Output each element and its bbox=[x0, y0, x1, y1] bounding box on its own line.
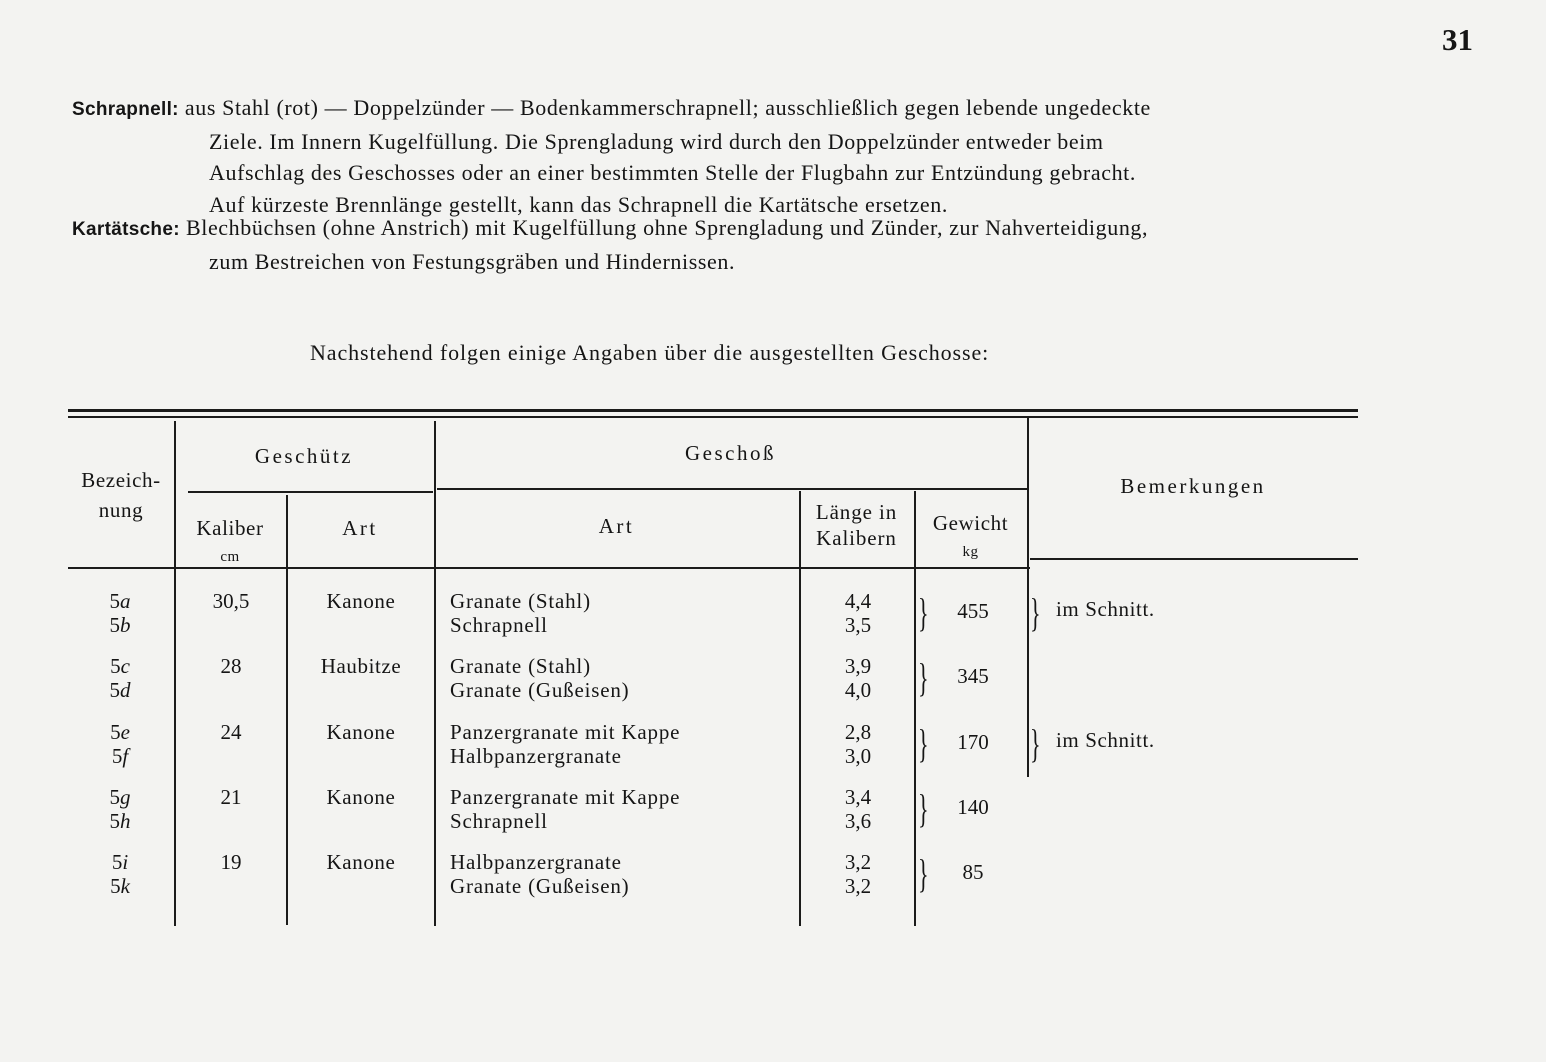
gewicht: 455 bbox=[957, 599, 989, 623]
geschoss-art: Halbpanzergranate Granate (Gußeisen) bbox=[450, 850, 630, 898]
header-gewicht-unit: kg bbox=[962, 544, 979, 560]
table-top-rule bbox=[68, 416, 1358, 418]
bezeichnung: 5i 5k bbox=[110, 850, 130, 898]
definition-line: aus Stahl (rot) — Doppelzünder — Bodenkammerschrapnell; ausschließlich gegen lebende ungedeckte bbox=[184, 95, 1151, 120]
laenge: 4,4 3,5 bbox=[844, 589, 872, 637]
laenge: 3,2 3,2 bbox=[844, 850, 872, 898]
header-bezeichnung: Bezeich- nung bbox=[81, 468, 161, 522]
kaliber: 24 bbox=[220, 720, 242, 744]
header-geschoss: Geschoß bbox=[685, 441, 776, 465]
header-laenge: Länge in Kalibern bbox=[815, 500, 898, 550]
geschuetz-art: Kanone bbox=[326, 785, 396, 809]
table-row bbox=[68, 589, 1360, 649]
geschuetz-art: Haubitze bbox=[320, 654, 402, 678]
term-schrapnell: Schrapnell: bbox=[72, 99, 179, 120]
bezeichnung: 5a 5b bbox=[109, 589, 131, 637]
geschuetz-art: Kanone bbox=[326, 589, 396, 613]
bezeichnung: 5c 5d bbox=[109, 654, 131, 702]
brace-icon: } bbox=[918, 655, 929, 700]
header-divider bbox=[437, 488, 1028, 490]
header-bemerkungen: Bemerkungen bbox=[1120, 474, 1266, 498]
kaliber: 30,5 bbox=[212, 589, 250, 613]
header-gewicht: Gewicht bbox=[932, 511, 1009, 535]
geschoss-art: Granate (Stahl) Schrapnell bbox=[450, 589, 591, 637]
brace-icon: } bbox=[1030, 721, 1041, 766]
geschoss-art: Panzergranate mit Kappe Schrapnell bbox=[450, 785, 681, 833]
geschuetz-art: Kanone bbox=[326, 720, 396, 744]
geschoss-art: Panzergranate mit Kappe Halbpanzergranate bbox=[450, 720, 681, 768]
geschoss-art: Granate (Stahl) Granate (Gußeisen) bbox=[450, 654, 630, 702]
kaliber: 19 bbox=[220, 850, 242, 874]
header-geschuetz: Geschütz bbox=[254, 444, 354, 468]
kaliber: 21 bbox=[220, 785, 242, 809]
term-kartaetsche: Kartätsche: bbox=[72, 219, 180, 240]
laenge: 3,4 3,6 bbox=[844, 785, 872, 833]
bezeichnung: 5e 5f bbox=[110, 720, 130, 768]
header-kaliber-unit: cm bbox=[220, 549, 240, 565]
laenge: 2,8 3,0 bbox=[844, 720, 872, 768]
table-row bbox=[68, 785, 1360, 845]
definition-line: Ziele. Im Innern Kugelfüllung. Die Sprengladung wird durch den Doppelzünder entweder beim bbox=[209, 128, 1104, 154]
bezeichnung: 5g 5h bbox=[109, 785, 131, 833]
header-kaliber: Kaliber bbox=[196, 516, 264, 540]
geschuetz-art: Kanone bbox=[326, 850, 396, 874]
definition-line: Aufschlag des Geschosses oder an einer bestimmten Stelle der Flugbahn zur Entzündung gebracht. bbox=[209, 160, 1136, 185]
definition-kartaetsche bbox=[72, 212, 1362, 277]
brace-icon: } bbox=[1030, 590, 1041, 635]
bemerkung: im Schnitt. bbox=[1056, 597, 1155, 621]
laenge: 3,9 4,0 bbox=[844, 654, 872, 702]
table-top-rule bbox=[68, 409, 1358, 412]
brace-icon: } bbox=[918, 721, 929, 766]
definition-line: zum Bestreichen von Festungsgräben und Hindernissen. bbox=[209, 248, 736, 274]
definition-line: Blechbüchsen (ohne Anstrich) mit Kugelfüllung ohne Sprengladung und Zünder, zur Nahverteidigung, bbox=[185, 215, 1149, 240]
table-row bbox=[68, 720, 1360, 780]
brace-icon: } bbox=[918, 851, 929, 896]
gewicht: 140 bbox=[957, 795, 989, 819]
kaliber: 28 bbox=[220, 654, 242, 678]
projectile-table bbox=[68, 407, 1360, 937]
brace-icon: } bbox=[918, 590, 929, 635]
table-row bbox=[68, 850, 1360, 910]
definition-schrapnell bbox=[72, 92, 1362, 220]
gewicht: 345 bbox=[957, 664, 989, 688]
table-row bbox=[68, 654, 1360, 714]
table-intro: Nachstehend folgen einige Angaben über die ausgestellten Geschosse: bbox=[310, 340, 990, 365]
brace-icon: } bbox=[918, 786, 929, 831]
header-divider bbox=[1030, 558, 1358, 560]
definition-line: Auf kürzeste Brennlänge gestellt, kann das Schrapnell die Kartätsche ersetzen. bbox=[209, 191, 948, 217]
header-geschoss-art: Art bbox=[598, 514, 635, 538]
gewicht: 170 bbox=[957, 730, 989, 754]
gewicht: 85 bbox=[962, 860, 984, 884]
header-art: Art bbox=[342, 516, 378, 540]
bemerkung: im Schnitt. bbox=[1056, 728, 1155, 752]
page-number: 31 bbox=[1442, 22, 1473, 57]
header-divider bbox=[188, 491, 433, 493]
